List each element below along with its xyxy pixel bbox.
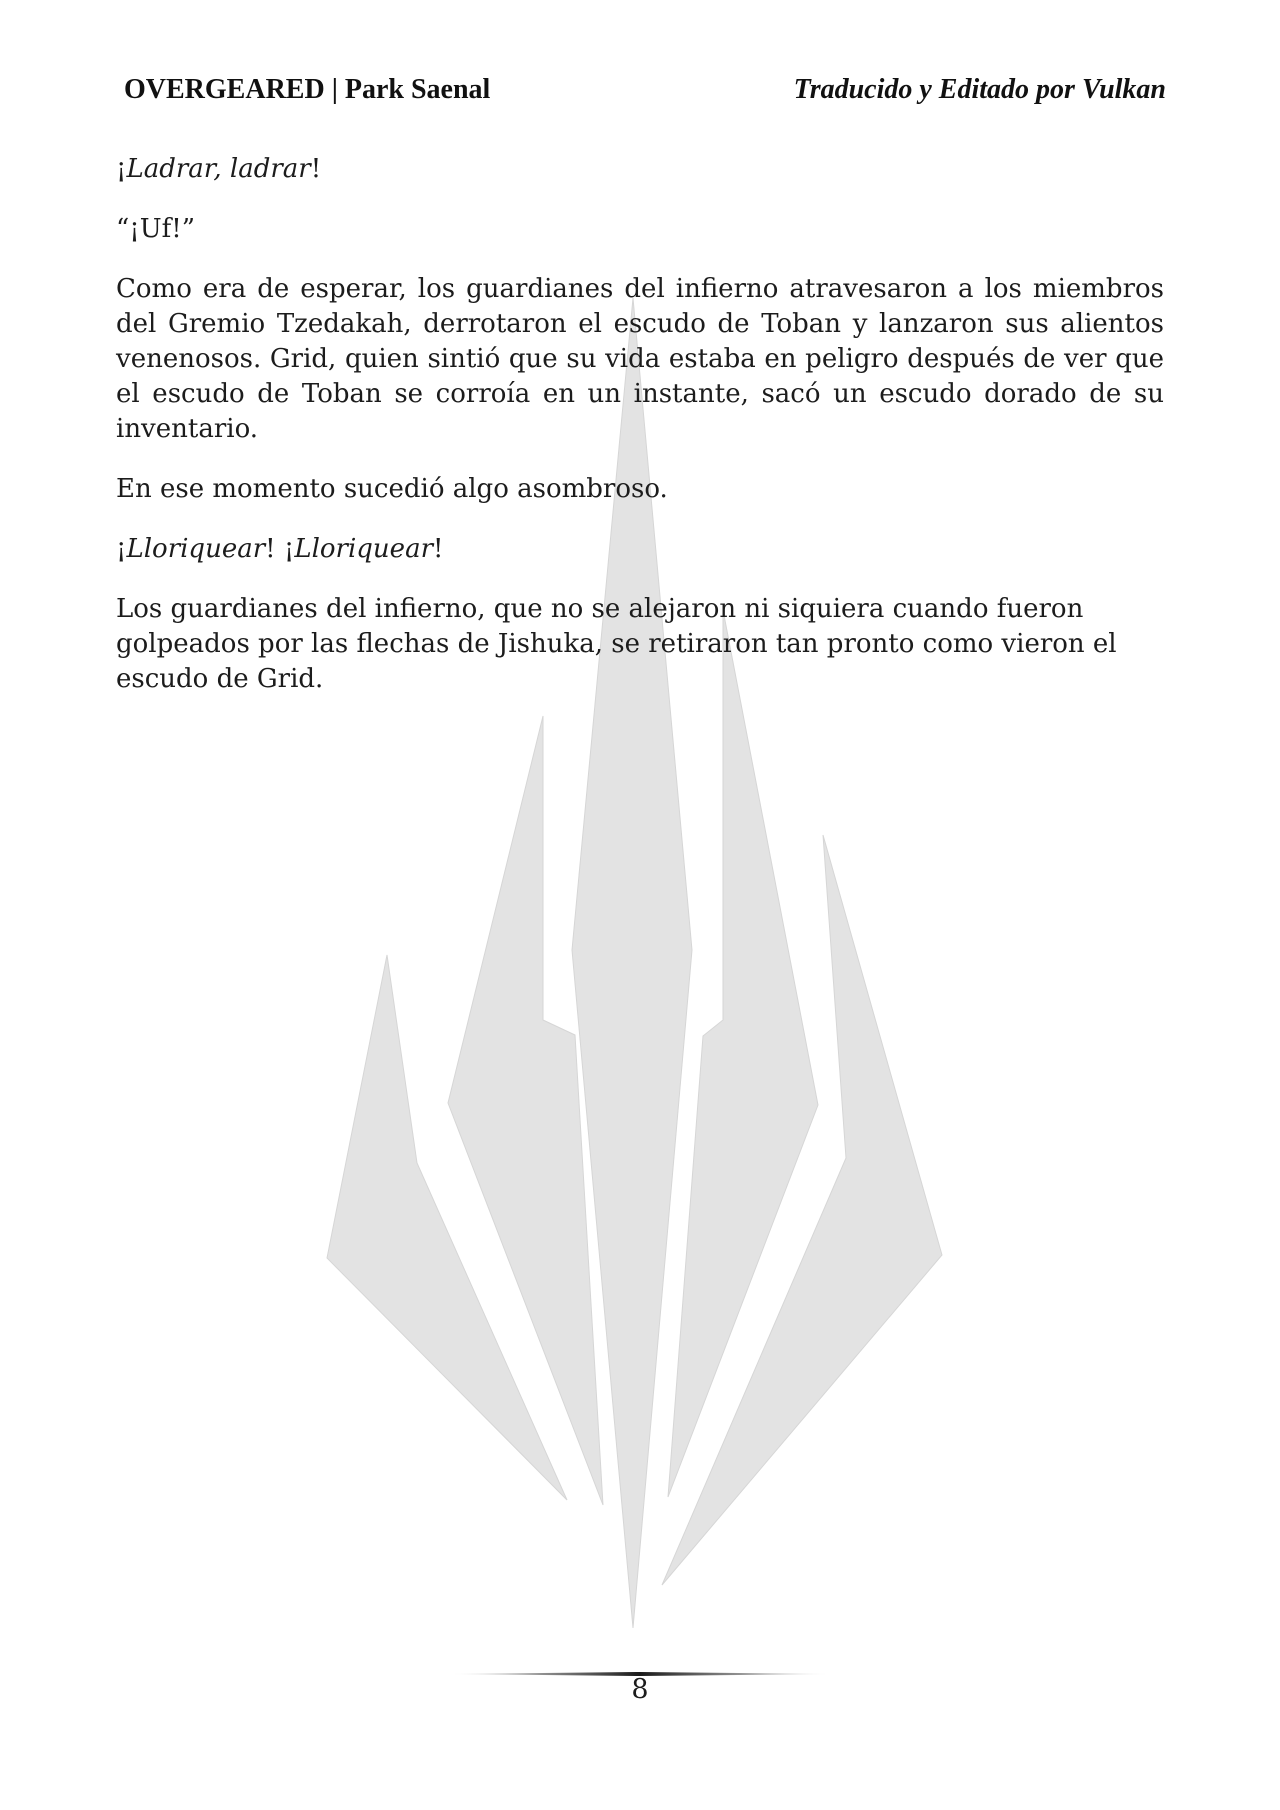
p1-post: ! [310,154,322,184]
p5-italic1: Lloriquear [126,534,266,564]
paragraph-3: Como era de esperar, los guardianes del infierno atravesaron a los miembros del Gremio Tzedakah, derrotaron el escudo de Toban y lanzaron sus alientos venenosos. Grid, quien sintió que su vida estaba en peligro después de ver que el escudo de Toban se corroía en un instante, sacó un escudo dorado de su inventario. [116,274,1164,444]
header-title: OVERGEARED | Park Saenal [124,74,491,105]
p5-pre1: ¡ [116,534,127,564]
p1-italic: Ladrar, ladrar [126,154,311,184]
paragraph-5 [116,532,1164,567]
page-number: 8 [631,1674,649,1705]
paragraph-1 [116,152,1164,187]
p5-pre2: ¡ [283,534,295,564]
paragraph-4: En ese momento sucedió algo asombroso. [116,474,668,504]
header-credit: Traducido y Editado por Vulkan [793,74,1166,105]
p5-italic2: Lloriquear [294,534,433,564]
paragraph-2: “¡Uf!” [116,214,196,244]
p1-pre: ¡ [116,154,127,184]
p5-post1: ! [265,534,284,564]
p5-post2: ! [433,534,444,564]
page-header [124,74,1166,114]
paragraph-6: Los guardianes del infierno, que no se alejaron ni siquiera cuando fueron golpeados por las flechas de Jishuka, se retiraron tan pronto como vieron el escudo de Grid. [116,594,1117,694]
page-body [116,152,1164,722]
